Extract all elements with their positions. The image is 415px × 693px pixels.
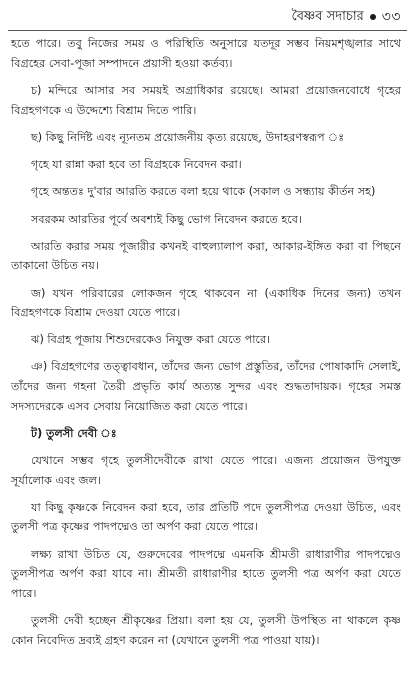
paragraph: যা কিছু কৃষ্ণকে নিবেদন করা হবে, তার প্রতিটি পদে তুলসীপত্র দেওয়া উচিত, এবং তুলসী পত্র কৃষ্ণের পাদপদ্মেও তা অর্পণ করা যেতে পারে। bbox=[11, 500, 401, 534]
paragraph: হতে পারে। তবু নিজের সময় ও পরিস্থিতি অনুসারে যতদূর সম্ভব নিয়মশৃঙ্খলার সাথে বিগ্রহের সেবা-পূজা সম্পাদনে প্রয়াসী হওয়া কর্তব্য। bbox=[11, 37, 401, 70]
paragraph: ছ) কিছু নির্দিষ্ট এবং ন্যূনতম প্রয়োজনীয় কৃত্য রয়েছে, উদাহরণস্বরূপ ঃ bbox=[31, 130, 345, 144]
paragraph: ঝ) বিগ্রহ পূজায় শিশুদেরকেও নিযুক্ত করা যেতে পারে। bbox=[31, 333, 271, 347]
paragraph: ঞ) বিগ্রহগণের তত্ত্বাবধান, তাঁদের জন্য ভোগ প্রস্তুতির, তাঁদের পোষাকাদি সেলাই, তাঁদের জন্য গহনা তৈরী প্রভৃতি কার্য অত্যন্ত সুন্দর এবং শুদ্ধতাদায়ক। গৃহের সমস্ত সদস্যদেরকে এসব সেবায় নিয়োজিত করা যেতে পারে। bbox=[11, 360, 401, 413]
running-title: বৈষ্ণব সদাচার bbox=[291, 8, 364, 24]
paragraph: গৃহে অন্ততঃ দু'বার আরতি করতে বলা হয়ে থাকে (সকাল ও সন্ধ্যায় কীর্তন সহ) bbox=[31, 185, 376, 199]
paragraph: আরতি করার সময় পূজারীর কখনই বাহুল্যালাপ করা, আকার-ইঙ্গিত করা বা পিছনে তাকানো উচিত নয়। bbox=[11, 239, 401, 273]
paragraph: লক্ষ্য রাখা উচিত যে, গুরুদেবের পাদপদ্মে এমনকি শ্রীমতী রাধারাণীর পাদপদ্মেও তুলসীপত্র অর্পণ করা যাবে না। শ্রীমতী রাধারাণীর হাতে তুলসী পত্র অর্পণ করা যেতে পারে। bbox=[11, 547, 401, 600]
page-body bbox=[11, 34, 401, 687]
paragraph: সবরকম আরতির পূর্বে অবশ্যই কিছু ভোগ নিবেদন করতে হবে। bbox=[31, 212, 303, 226]
running-header bbox=[292, 6, 402, 28]
paragraph: চ) মন্দিরে আসার সব সময়ই অগ্রাধিকার রয়েছে। আমরা প্রয়োজনবোধে গৃহের বিগ্রহগণকে এ উদ্দেশ্যে বিশ্রাম দিতে পারি। bbox=[11, 84, 401, 117]
paragraph: তুলসী দেবী হচ্ছেন শ্রীকৃষ্ণের প্রিয়া। বলা হয় যে, তুলসী উপস্থিত না থাকলে কৃষ্ণ কোন নিবেদিত দ্রব্যই গ্রহণ করেন না (যেখানে তুলসী পত্র পাওয়া যায়)। bbox=[11, 613, 401, 647]
section-heading: ট) তুলসী দেবী ঃ bbox=[31, 426, 117, 440]
bullet-dot bbox=[370, 14, 376, 20]
paragraph: জ) যখন পরিবারের লোকজন গৃহে থাকবেন না (একাধিক দিনের জন্য) তখন বিগ্রহগণকে বিশ্রাম দেওয়া যেতে পারে। bbox=[11, 286, 401, 320]
paragraph: গৃহে যা রান্না করা হবে তা বিগ্রহকে নিবেদন করা। bbox=[31, 158, 242, 172]
page-number: ৩৩ bbox=[381, 9, 401, 25]
paragraph: যেখানে সম্ভব গৃহে তুলসীদেবীকে রাখা যেতে পারে। এজন্য প্রয়োজন উপযুক্ত সূর্যালোক এবং জল। bbox=[11, 454, 401, 487]
header-rule bbox=[8, 30, 407, 31]
